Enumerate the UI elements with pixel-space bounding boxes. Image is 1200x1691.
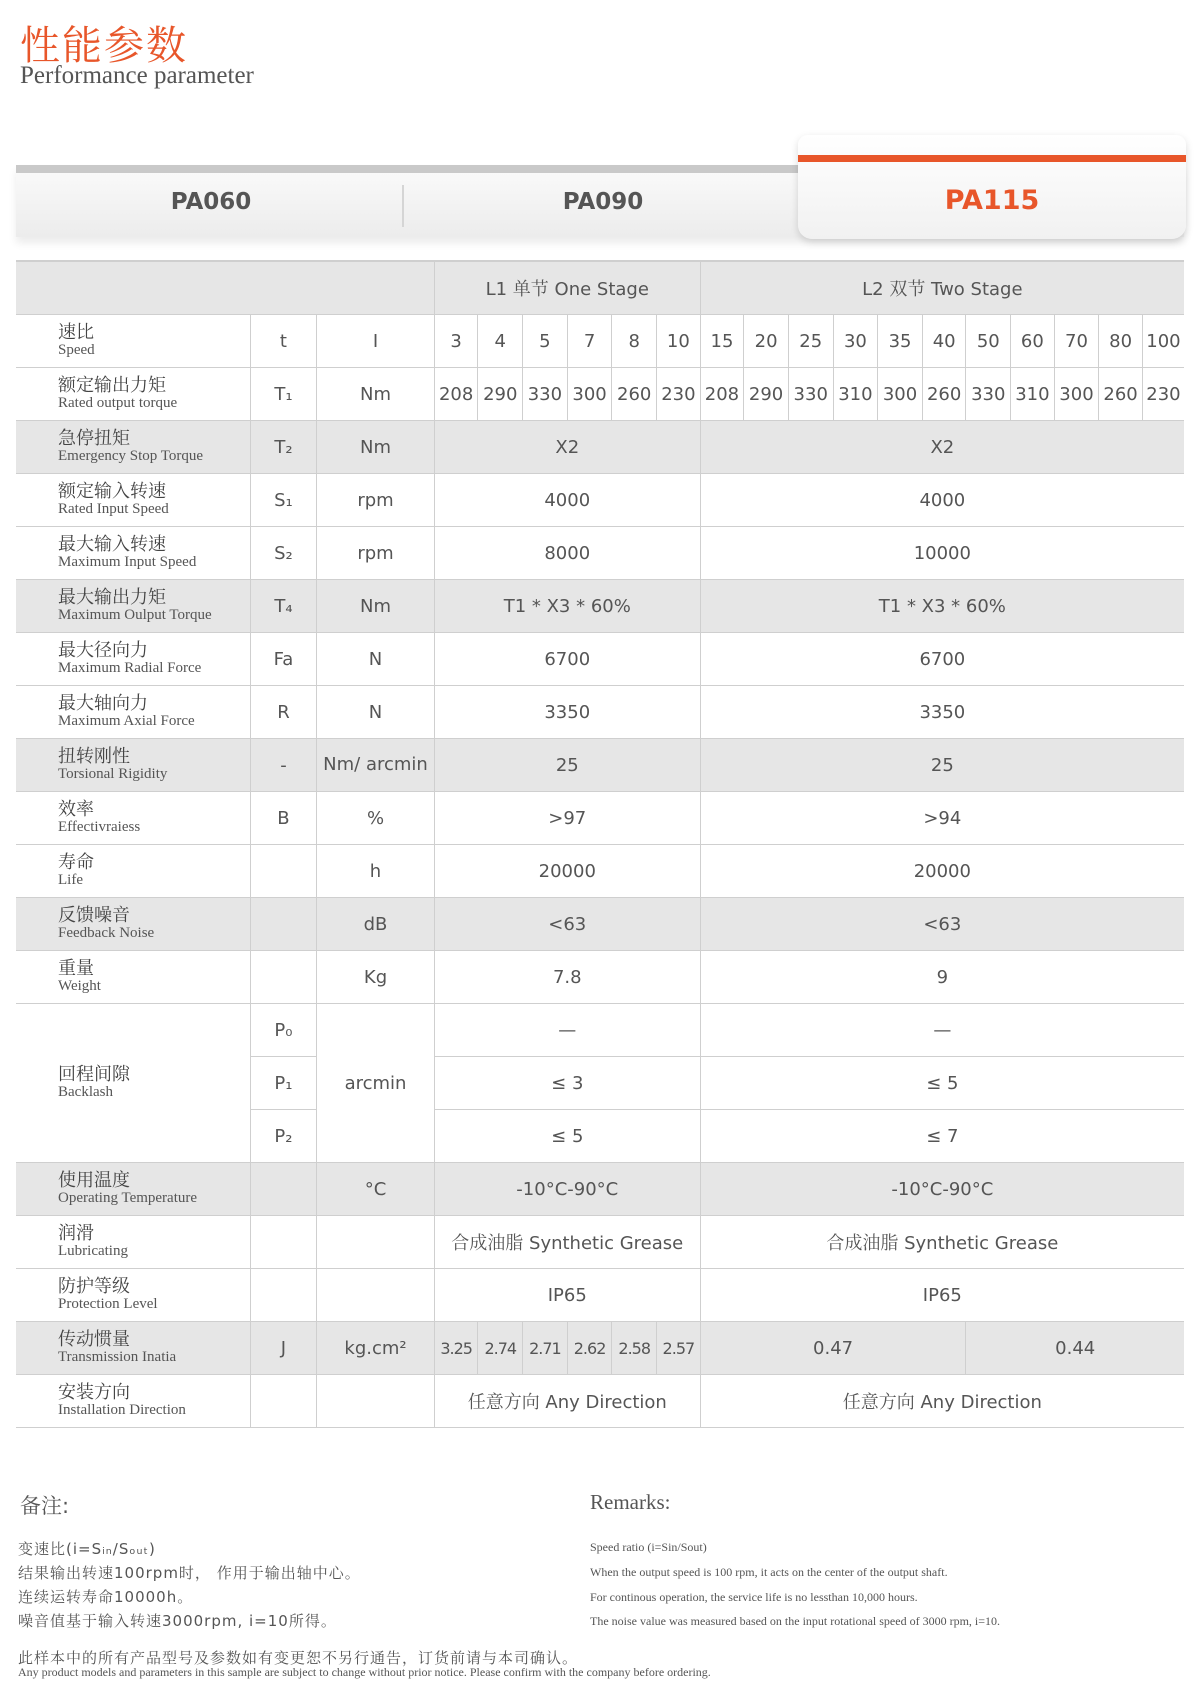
row-symbol: T₁ — [250, 368, 316, 421]
row-unit: h — [317, 845, 435, 898]
value-l1: 25 — [434, 739, 700, 792]
row-unit: Nm/ arcmin — [317, 739, 435, 792]
value-l1: T1 * X3 * 60% — [434, 580, 700, 633]
row-unit: °C — [317, 1163, 435, 1216]
torque-cell: 300 — [567, 368, 612, 421]
row-label: 速比 Speed — [16, 315, 250, 368]
row-unit: % — [317, 792, 435, 845]
torque-cell: 208 — [700, 368, 744, 421]
inertia-l2b: 0.44 — [966, 1322, 1184, 1375]
ratio-cell: 35 — [878, 315, 923, 368]
table-row-weight — [16, 951, 1184, 1004]
row-unit: rpm — [317, 474, 435, 527]
ratio-cell: 10 — [657, 315, 701, 368]
row-symbol: T₂ — [250, 421, 316, 474]
table-row-max-input — [16, 527, 1184, 580]
row-label: 额定输入转速 Rated Input Speed — [16, 474, 250, 527]
value-l1: — — [434, 1004, 700, 1057]
ratio-cell: 4 — [478, 315, 523, 368]
torque-cell: 330 — [966, 368, 1011, 421]
inertia-cell: 3.25 — [434, 1322, 478, 1375]
table-row-temperature — [16, 1163, 1184, 1216]
table-row-life — [16, 845, 1184, 898]
stage1-header: L1 单节 One Stage — [434, 261, 700, 315]
inertia-cell: 2.58 — [612, 1322, 657, 1375]
table-row-speed — [16, 315, 1184, 368]
spec-table — [16, 260, 1184, 1428]
row-symbol: B — [250, 792, 316, 845]
torque-cell: 290 — [744, 368, 789, 421]
row-label: 最大输出力矩 Maximum Oulput Torque — [16, 580, 250, 633]
stage2-header: L2 双节 Two Stage — [700, 261, 1184, 315]
value-l1: IP65 — [434, 1269, 700, 1322]
row-unit: Kg — [317, 951, 435, 1004]
remarks-title-cn: 备注: — [20, 1494, 70, 1518]
value-l2: 合成油脂 Synthetic Grease — [700, 1216, 1184, 1269]
row-label: 额定输出力矩 Rated output torque — [16, 368, 250, 421]
remark-en-4: The noise value was measured based on the input rotational speed of 3000 rpm, i=10. — [590, 1614, 1000, 1628]
row-symbol: - — [250, 739, 316, 792]
ratio-cell: 8 — [612, 315, 657, 368]
row-symbol: J — [250, 1322, 316, 1375]
value-l2: X2 — [700, 421, 1184, 474]
torque-cell: 330 — [788, 368, 833, 421]
inertia-l2a: 0.47 — [700, 1322, 966, 1375]
table-header-row — [16, 261, 1184, 315]
value-l1: 4000 — [434, 474, 700, 527]
ratio-cell: 7 — [567, 315, 612, 368]
torque-cell: 310 — [833, 368, 878, 421]
header-blank — [16, 261, 434, 315]
tab-pa060[interactable]: PA060 — [170, 189, 252, 215]
row-unit: N — [317, 633, 435, 686]
value-l2: <63 — [700, 898, 1184, 951]
value-l1: 20000 — [434, 845, 700, 898]
row-unit: rpm — [317, 527, 435, 580]
remark-cn-3: 连续运转寿命10000h。 — [18, 1588, 194, 1606]
row-symbol: P₂ — [250, 1110, 316, 1163]
value-l1: ≤ 5 — [434, 1110, 700, 1163]
row-label: 重量 Weight — [16, 951, 250, 1004]
value-l1: 3350 — [434, 686, 700, 739]
remark-cn-4: 噪音值基于输入转速3000rpm, i=10所得。 — [18, 1612, 337, 1630]
row-symbol: S₁ — [250, 474, 316, 527]
row-label: 防护等级 Protection Level — [16, 1269, 250, 1322]
value-l2: 25 — [700, 739, 1184, 792]
remark-en-3: For continous operation, the service life is no lessthan 10,000 hours. — [590, 1590, 918, 1604]
row-label: 传动惯量 Transmission Inatia — [16, 1322, 250, 1375]
value-l2: 3350 — [700, 686, 1184, 739]
row-symbol — [250, 898, 316, 951]
torque-cell: 260 — [1099, 368, 1143, 421]
table-row-max-output — [16, 580, 1184, 633]
ratio-cell: 60 — [1011, 315, 1055, 368]
page-title-en: Performance parameter — [20, 62, 254, 89]
row-symbol: S₂ — [250, 527, 316, 580]
remark-cn-1: 变速比(i=Sᵢₙ/Sₒᵤₜ) — [18, 1540, 156, 1558]
ratio-cell: 100 — [1142, 315, 1184, 368]
row-label: 反馈噪音 Feedback Noise — [16, 898, 250, 951]
ratio-cell: 40 — [922, 315, 966, 368]
row-symbol: Fa — [250, 633, 316, 686]
torque-cell: 330 — [523, 368, 568, 421]
row-unit: Nm — [317, 421, 435, 474]
value-l2: 4000 — [700, 474, 1184, 527]
table-row-protection — [16, 1269, 1184, 1322]
row-symbol: P₁ — [250, 1057, 316, 1110]
value-l1: 7.8 — [434, 951, 700, 1004]
value-l2: 任意方向 Any Direction — [700, 1375, 1184, 1428]
row-symbol — [250, 1269, 316, 1322]
table-row-radial — [16, 633, 1184, 686]
value-l2: >94 — [700, 792, 1184, 845]
value-l2: 6700 — [700, 633, 1184, 686]
row-label: 最大输入转速 Maximum Input Speed — [16, 527, 250, 580]
value-l2: IP65 — [700, 1269, 1184, 1322]
inertia-cell: 2.71 — [523, 1322, 568, 1375]
table-row-torque — [16, 368, 1184, 421]
row-unit: Nm — [317, 368, 435, 421]
inertia-cell: 2.62 — [567, 1322, 612, 1375]
value-l2: ≤ 7 — [700, 1110, 1184, 1163]
row-unit: I — [317, 315, 435, 368]
row-symbol — [250, 1216, 316, 1269]
row-unit — [317, 1375, 435, 1428]
row-label: 安装方向 Installation Direction — [16, 1375, 250, 1428]
row-unit — [317, 1269, 435, 1322]
torque-cell: 290 — [478, 368, 523, 421]
ratio-cell: 50 — [966, 315, 1011, 368]
row-symbol — [250, 1375, 316, 1428]
value-l1: 任意方向 Any Direction — [434, 1375, 700, 1428]
value-l2: -10°C-90°C — [700, 1163, 1184, 1216]
value-l2: 10000 — [700, 527, 1184, 580]
torque-cell: 260 — [612, 368, 657, 421]
tab-pa090[interactable]: PA090 — [562, 189, 644, 215]
torque-cell: 230 — [657, 368, 701, 421]
table-row-estop — [16, 421, 1184, 474]
value-l2: ≤ 5 — [700, 1057, 1184, 1110]
ratio-cell: 80 — [1099, 315, 1143, 368]
ratio-cell: 5 — [523, 315, 568, 368]
footer-notice-en: Any product models and parameters in this sample are subject to change without prior notice. Please confirm with the company before ordering. — [18, 1665, 711, 1679]
remark-en-1: Speed ratio (i=Sin/Sout) — [590, 1540, 707, 1554]
row-unit: dB — [317, 898, 435, 951]
table-row-efficiency — [16, 792, 1184, 845]
table-row-axial — [16, 686, 1184, 739]
inertia-cell: 2.57 — [657, 1322, 701, 1375]
table-row-rigidity — [16, 739, 1184, 792]
row-label: 使用温度 Operating Temperature — [16, 1163, 250, 1216]
table-row-lubricating — [16, 1216, 1184, 1269]
table-row-inertia — [16, 1322, 1184, 1375]
ratio-cell: 3 — [434, 315, 478, 368]
remark-en-2: When the output speed is 100 rpm, it acts on the center of the output shaft. — [590, 1565, 948, 1579]
ratio-cell: 15 — [700, 315, 744, 368]
torque-cell: 230 — [1142, 368, 1184, 421]
table-row-noise — [16, 898, 1184, 951]
value-l1: 6700 — [434, 633, 700, 686]
row-symbol: t — [250, 315, 316, 368]
value-l2: T1 * X3 * 60% — [700, 580, 1184, 633]
torque-cell: 300 — [878, 368, 923, 421]
row-symbol: T₄ — [250, 580, 316, 633]
ratio-cell: 25 — [788, 315, 833, 368]
torque-cell: 310 — [1011, 368, 1055, 421]
value-l1: ≤ 3 — [434, 1057, 700, 1110]
row-unit — [317, 1216, 435, 1269]
row-unit: kg.cm² — [317, 1322, 435, 1375]
row-unit: arcmin — [317, 1004, 435, 1163]
torque-cell: 300 — [1054, 368, 1099, 421]
page-title-cn: 性能参数 — [20, 23, 188, 69]
row-symbol: R — [250, 686, 316, 739]
row-symbol — [250, 845, 316, 898]
row-symbol — [250, 951, 316, 1004]
table-row-backlash-p0 — [16, 1004, 1184, 1057]
value-l1: X2 — [434, 421, 700, 474]
torque-cell: 208 — [434, 368, 478, 421]
row-unit: Nm — [317, 580, 435, 633]
row-label: 最大轴向力 Maximum Axial Force — [16, 686, 250, 739]
tab-pa115[interactable]: PA115 — [798, 135, 1186, 239]
value-l2: — — [700, 1004, 1184, 1057]
remarks-title-en: Remarks: — [590, 1490, 671, 1514]
value-l1: 8000 — [434, 527, 700, 580]
table-row-rated-input — [16, 474, 1184, 527]
row-label: 回程间隙 Backlash — [16, 1004, 250, 1163]
value-l1: <63 — [434, 898, 700, 951]
torque-cell: 260 — [922, 368, 966, 421]
row-label: 润滑 Lubricating — [16, 1216, 250, 1269]
ratio-cell: 70 — [1054, 315, 1099, 368]
model-tabs — [16, 135, 1184, 245]
ratio-cell: 20 — [744, 315, 789, 368]
footer-notice-cn: 此样本中的所有产品型号及参数如有变更恕不另行通告，订货前请与本司确认。 — [18, 1649, 579, 1667]
tab-divider — [402, 185, 404, 227]
row-label: 最大径向力 Maximum Radial Force — [16, 633, 250, 686]
row-label: 效率 Effectivraiess — [16, 792, 250, 845]
inertia-cell: 2.74 — [478, 1322, 523, 1375]
table-row-installation — [16, 1375, 1184, 1428]
value-l2: 20000 — [700, 845, 1184, 898]
value-l2: 9 — [700, 951, 1184, 1004]
row-unit: N — [317, 686, 435, 739]
row-symbol: P₀ — [250, 1004, 316, 1057]
ratio-cell: 30 — [833, 315, 878, 368]
row-label: 寿命 Life — [16, 845, 250, 898]
value-l1: -10°C-90°C — [434, 1163, 700, 1216]
remark-cn-2: 结果输出转速100rpm时， 作用于输出轴中心。 — [18, 1564, 361, 1582]
row-symbol — [250, 1163, 316, 1216]
row-label: 扭转刚性 Torsional Rigidity — [16, 739, 250, 792]
value-l1: 合成油脂 Synthetic Grease — [434, 1216, 700, 1269]
value-l1: >97 — [434, 792, 700, 845]
row-label: 急停扭矩 Emergency Stop Torque — [16, 421, 250, 474]
